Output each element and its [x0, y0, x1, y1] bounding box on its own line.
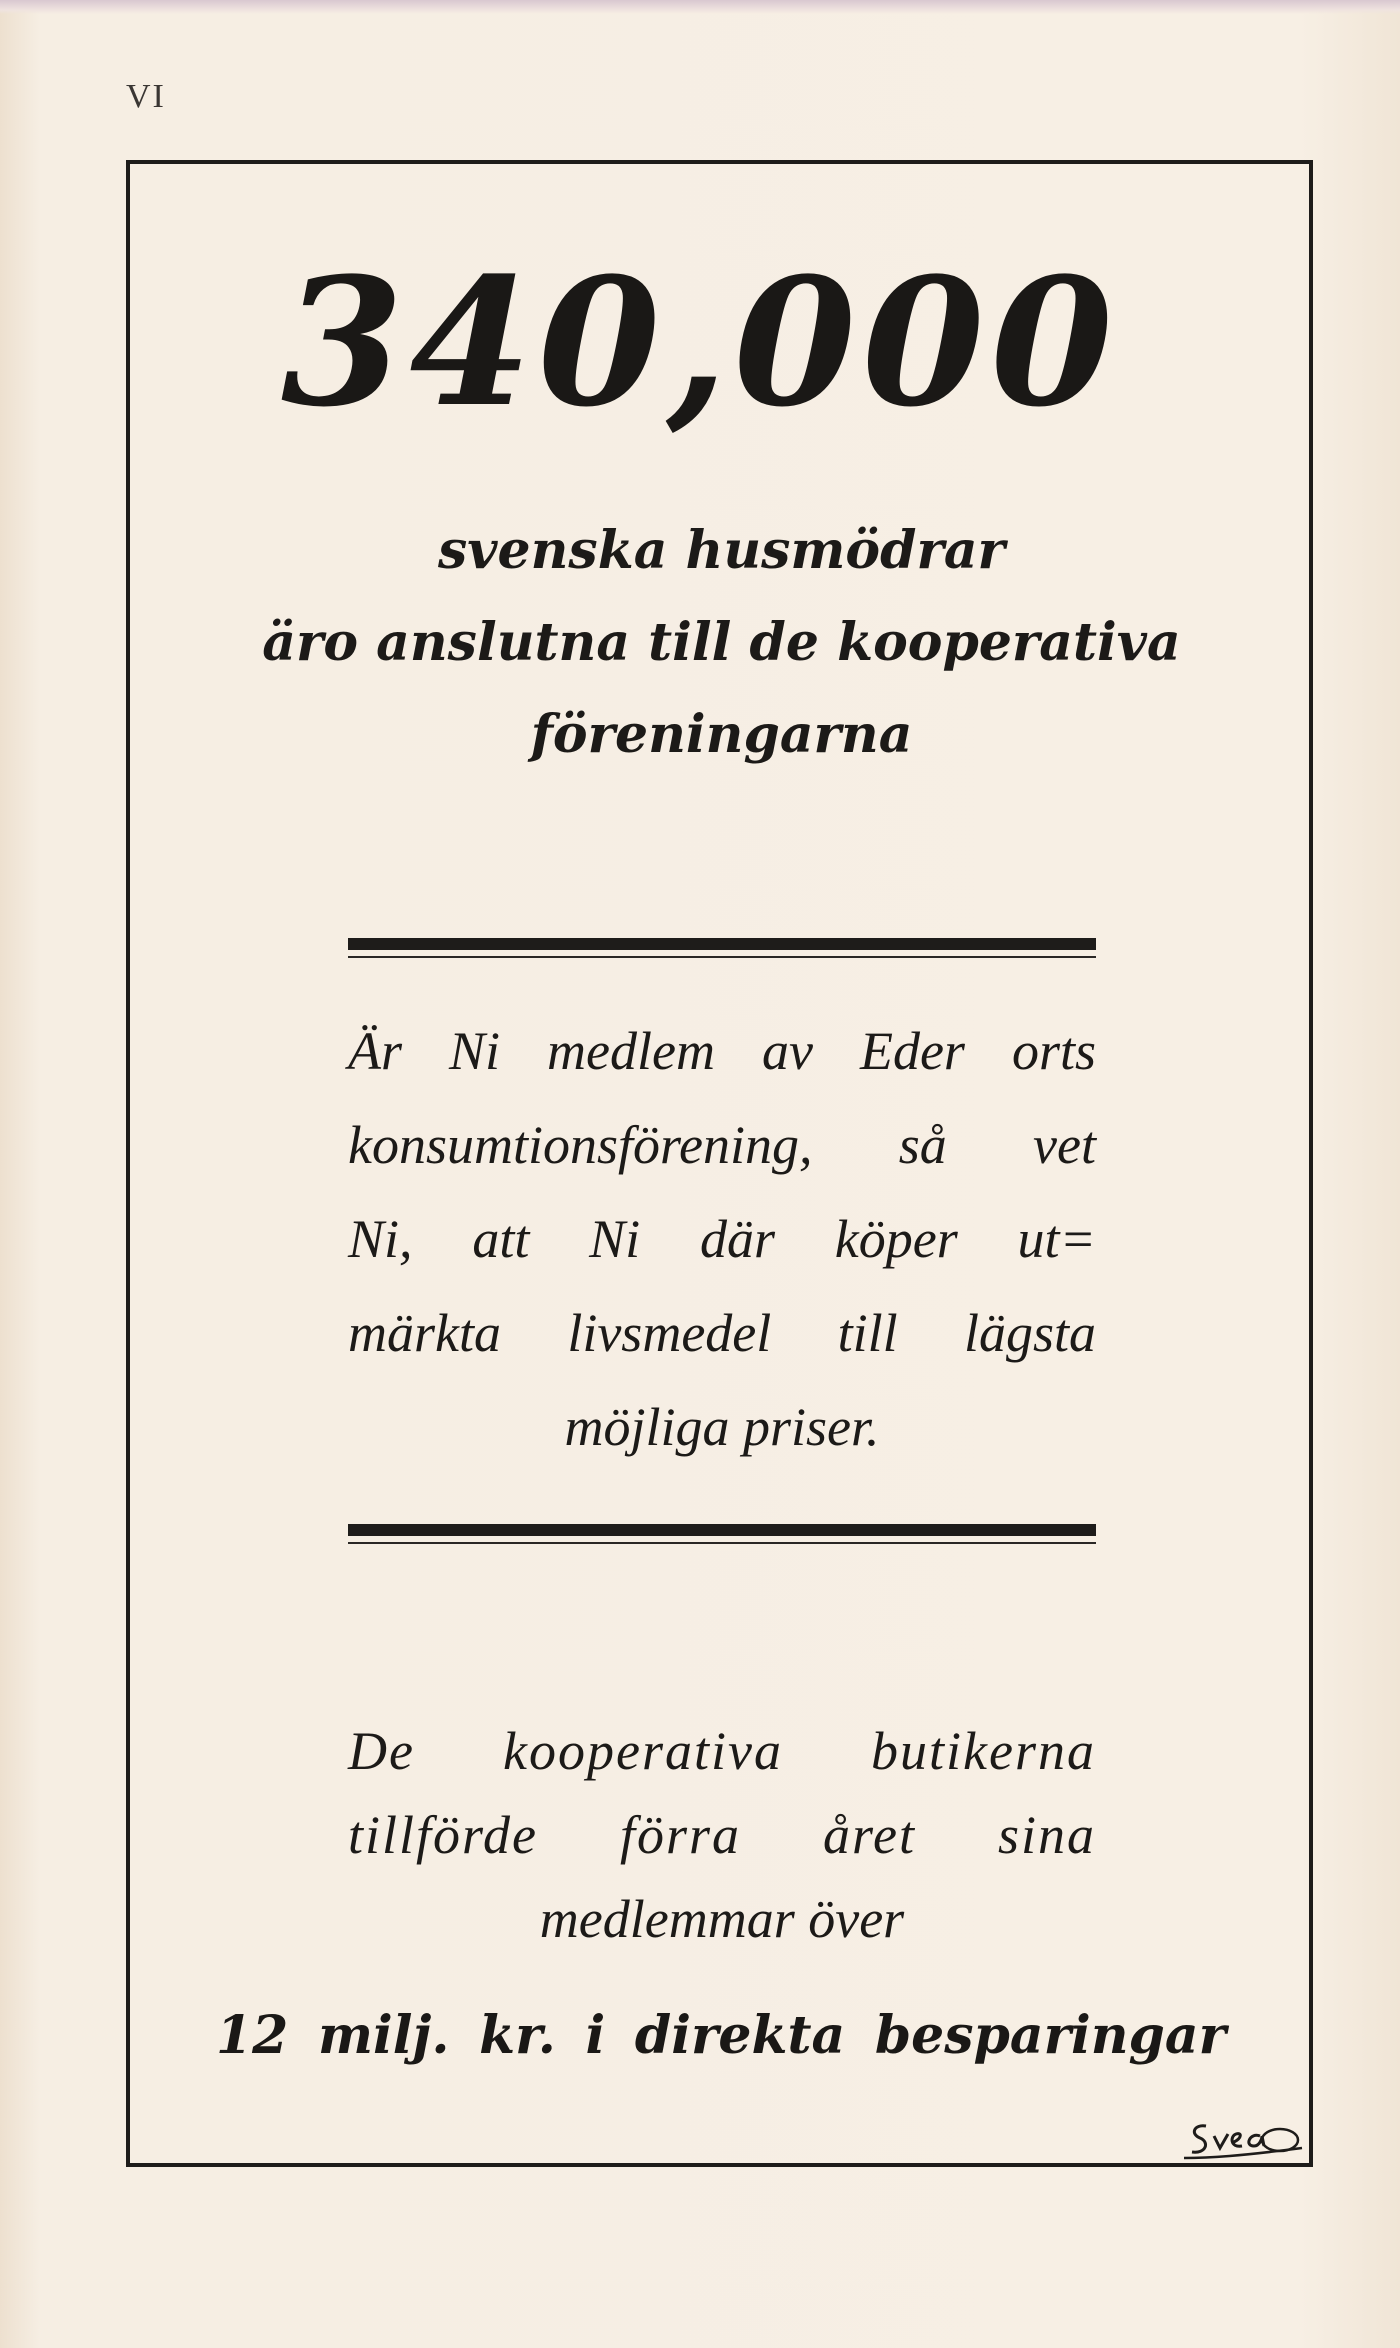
page-number: VI: [126, 78, 166, 115]
headline-line-1: svenska husmödrar: [438, 520, 1005, 581]
closing-line-2: tillförde förra året sina: [348, 1805, 1096, 1865]
paragraph-line-2: konsumtionsförening, så vet: [348, 1115, 1096, 1175]
headline-number: 340,000: [280, 239, 1120, 446]
svea-signature-logo-icon: [1180, 2118, 1306, 2164]
headline-line-2: äro anslutna till de kooperativa: [262, 612, 1181, 673]
paragraph-line-5: möjliga priser.: [564, 1397, 880, 1457]
paragraph-line-4: märkta livsmedel till lägsta: [348, 1303, 1096, 1363]
page-edge: [0, 0, 1400, 14]
closing-line-3: medlemmar över: [539, 1889, 905, 1949]
paragraph-line-3: Ni, att Ni där köper ut=: [348, 1209, 1096, 1269]
divider-rule-top: [348, 938, 1096, 958]
savings-line: 12 milj. kr. i direkta besparingar: [216, 2005, 1226, 2066]
paragraph-line-1: Är Ni medlem av Eder orts: [348, 1021, 1096, 1081]
closing-line-1: De kooperativa butikerna: [348, 1721, 1096, 1781]
divider-rule-bottom: [348, 1524, 1096, 1544]
headline-line-3: föreningarna: [530, 704, 913, 765]
